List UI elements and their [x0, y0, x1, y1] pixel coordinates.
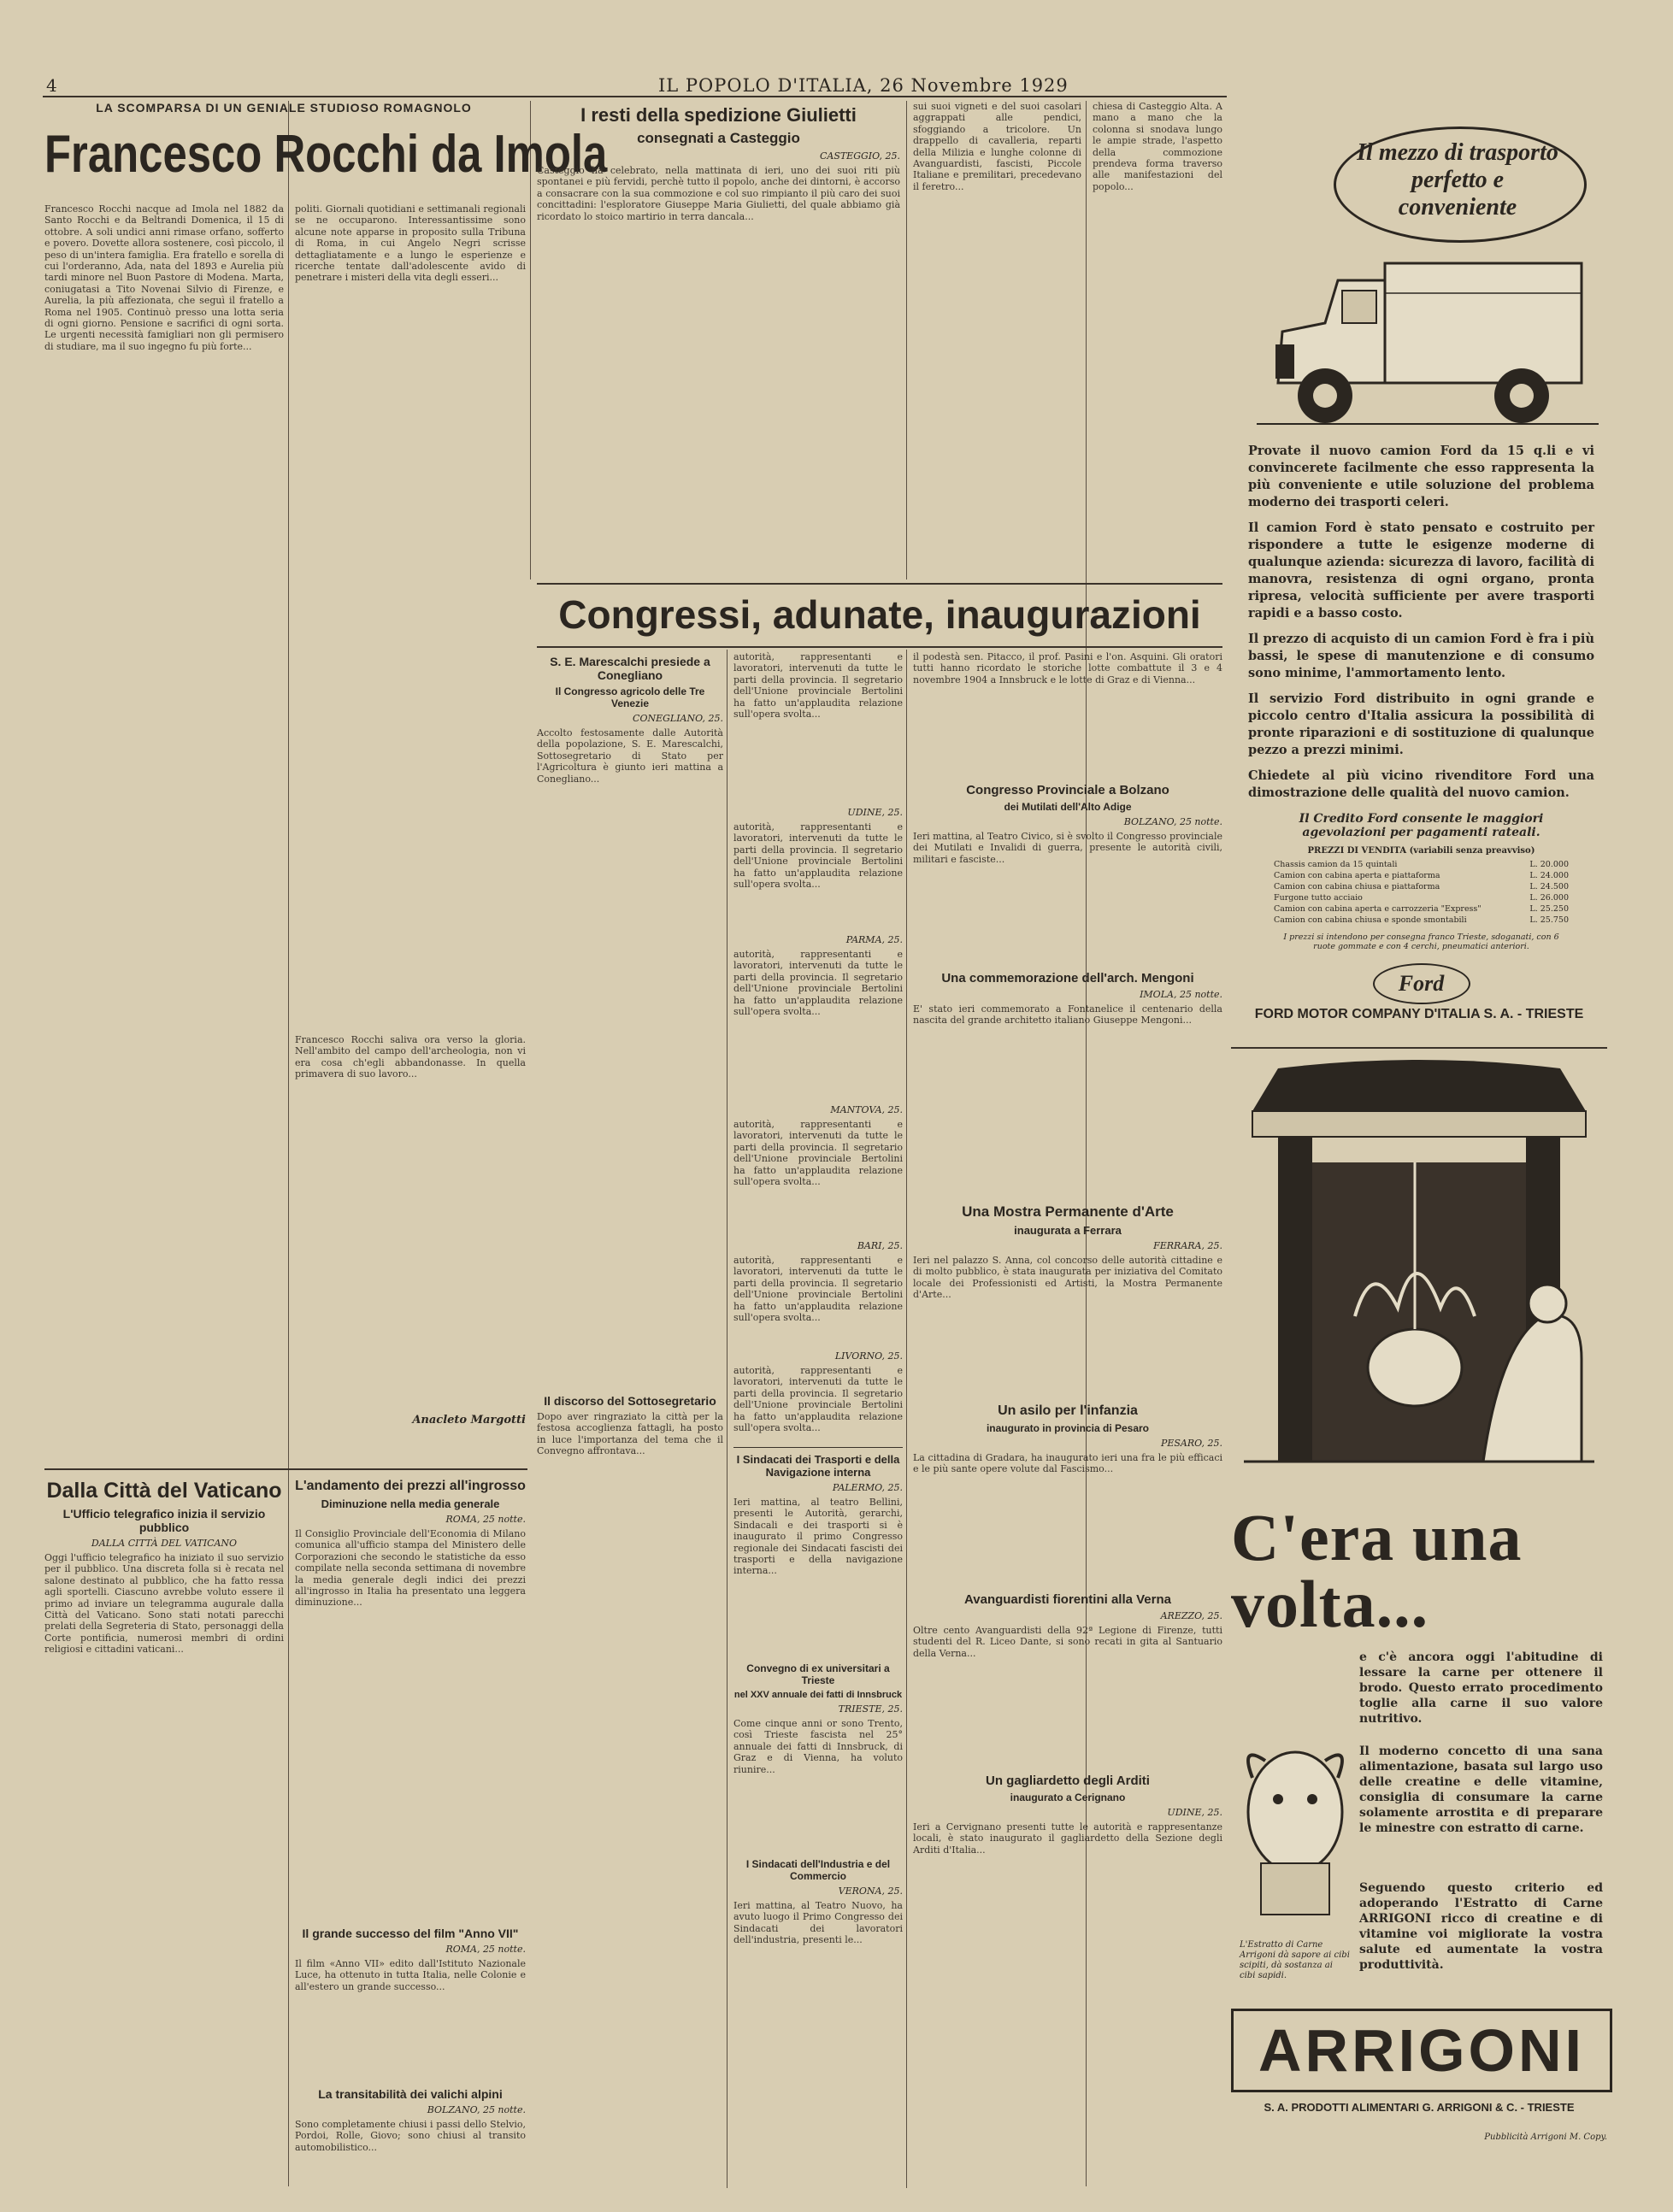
section-divider: [44, 1468, 527, 1470]
ford-truck-illustration: [1257, 229, 1599, 434]
asilo-dateline: PESARO, 25.: [1160, 1438, 1222, 1449]
ford-logo: [1373, 963, 1470, 1004]
arrigoni-paragraph-2: Il moderno concetto di una sana alimentazione, basata sul largo uso delle creatine e delle vitamine, consiglia di consumare la carne solamente arrostita e di preparare le minestre con estratto di carne.: [1359, 1744, 1603, 1835]
giulietti-title: I resti della spedizione Giulietti: [580, 104, 857, 126]
asilo-title: Un asilo per l'infanzia: [998, 1403, 1138, 1418]
vaticano-title: Dalla Città del Vaticano: [46, 1479, 282, 1503]
bull-illustration: [1240, 1727, 1351, 1932]
conegliano-subtitle: Il Congresso agricolo delle Tre Venezie: [555, 685, 705, 709]
giulietti-subtitle: consegnati a Casteggio: [637, 130, 800, 146]
price-item: Camion con cabina chiusa e piattaforma: [1274, 882, 1440, 891]
congressi-banner-wrap: [537, 586, 1222, 646]
ford-headline-line3: conveniente: [1398, 194, 1517, 221]
price-row: [1274, 892, 1569, 903]
price-value: L. 26.000: [1529, 893, 1569, 903]
udine-dateline: UDINE, 25.: [847, 807, 903, 818]
valichi-article: [295, 2084, 529, 2186]
trieste-dateline: TRIESTE, 25.: [838, 1703, 903, 1715]
asilo-body: La cittadina di Gradara, ha inaugurato ieri una fra le più efficaci e le più sante opere volute dal Fascismo...: [913, 1452, 1226, 1475]
ford-credit-note: Il Credito Ford consente le maggiori agevolazioni per pagamenti rateali.: [1299, 812, 1544, 839]
parma-dateline: PARMA, 25.: [845, 934, 903, 945]
hearth-illustration: [1244, 1060, 1594, 1504]
asilo-subtitle: inaugurato in provincia di Pesaro: [986, 1422, 1150, 1434]
ford-headline-line2: perfetto e: [1411, 167, 1505, 193]
price-row: [1274, 915, 1569, 926]
ford-paragraph-4: Il servizio Ford distribuito in ogni grande e piccolo centro d'Italia assicura la possibilità di pronte riparazioni e di sostituzione di qualunque pezzo a prezzi minimi.: [1248, 691, 1594, 757]
ford-advertisement: [1231, 101, 1607, 1032]
industria-title: I Sindacati dell'Industria e del Commercio: [745, 1858, 891, 1882]
section-divider: [1231, 1047, 1607, 1049]
vaticano-article: [44, 1475, 287, 2185]
right-text-column: [913, 651, 1226, 2186]
film-body: Il film «Anno VII» edito dall'Istituto Nazionale Luce, ha ottenuto in tutta Italia, nelle Colonie e all'estero un grande successo...: [295, 1958, 529, 1992]
parma-body: autorità, rappresentanti e lavoratori, intervenuti da tutte le parti della provincia. Il segretario dell'Unione provinciale Bertolini ha fatto un'applaudita relazione sull'opera svolta...: [733, 949, 906, 1018]
rocchi-headline-block: [44, 101, 608, 205]
arrigoni-headline: C'era una volta...: [1231, 1500, 1523, 1641]
prezzi-body: Il Consiglio Provinciale dell'Economia di Milano comunica all'ufficio stampa del Ministero delle Corporazioni che secondo le statistiche da esso compilate nella seconda settimana di novembre la media generale degli indici dei prezzi all'ingrosso in Italia ha presentato una leggera diminuzione...: [295, 1528, 529, 1609]
conegliano-article: [537, 651, 727, 2186]
ford-paragraph-3: Il prezzo di acquisto di un camion Ford è fra i più bassi, le spese di manutenzione e di consumo sono minime, l'ammortamento lento.: [1248, 632, 1594, 680]
congressi-colB: [733, 651, 906, 2186]
price-item: Chassis camion da 15 quintali: [1274, 860, 1398, 869]
arditi-dateline: UDINE, 25.: [1167, 1807, 1222, 1818]
price-value: L. 25.750: [1529, 915, 1569, 925]
price-row: [1274, 903, 1569, 915]
bolzano-body: Ieri mattina, al Teatro Civico, si è svolto il Congresso provinciale dei Mutilati e Invalidi di guerra, presente le autorità civili, militari e fasciste...: [913, 831, 1226, 865]
price-value: L. 25.250: [1529, 904, 1569, 914]
mostra-subtitle: inaugurata a Ferrara: [1014, 1224, 1122, 1237]
conegliano-dateline: CONEGLIANO, 25.: [633, 713, 723, 724]
rocchi-signature: Anacleto Margotti: [412, 1414, 526, 1427]
mostra-body: Ieri nel palazzo S. Anna, col concorso delle autorità cittadine e di molto pubblico, è stata inaugurata per iniziativa del Comitato locale dei Professionisti ed Artisti, la Mostra Permanente d'Arte...: [913, 1255, 1226, 1301]
arditi-body: Ieri a Cervignano presenti tutte le autorità e rappresentanze locali, è stato inaugurato il gagliardetto della Sezione degli Arditi d'Italia...: [913, 1821, 1226, 1856]
arrigoni-brand: ARRIGONI: [1231, 2009, 1612, 2092]
livorno-dateline: LIVORNO, 25.: [834, 1350, 903, 1362]
vaticano-subtitle: L'Ufficio telegrafico inizia il servizio pubblico: [62, 1507, 266, 1534]
price-value: L. 20.000: [1529, 860, 1569, 869]
arrigoni-advertisement: [1231, 1060, 1607, 2188]
avanguardisti-title: Avanguardisti fiorentini alla Verna: [963, 1592, 1171, 1607]
section-divider: [537, 646, 1222, 648]
film-dateline: ROMA, 25 notte.: [445, 1944, 526, 1955]
conegliano-title: S. E. Marescalchi presiede a Conegliano: [550, 655, 710, 682]
ford-logo-text: Ford: [1398, 971, 1445, 996]
mantova-body: autorità, rappresentanti e lavoratori, intervenuti da tutte le parti della provincia. Il segretario dell'Unione provinciale Bertolini ha fatto un'applaudita relazione sull'opera svolta...: [733, 1119, 906, 1188]
rocchi-body-col2b: Francesco Rocchi saliva ora verso la gloria. Nell'ambito del campo dell'archeologia, non vi era cosa ch'egli abbandonasse. In quella primavera di suo lavoro...: [295, 1034, 529, 1080]
innsbruck-body: il podestà sen. Pitacco, il prof. Pasini e l'on. Asquini. Gli oratori tutti hanno ricordato le storiche lotte combattute il 3 e 4 novembre 1904 a Innsbruck e le lotte di Graz e di Vienna...: [913, 651, 1226, 685]
masthead-line: IL POPOLO D'ITALIA, 26 Novembre 1929: [658, 75, 1069, 96]
arrigoni-caption: L'Estratto di Carne Arrigoni dà sapore ai cibi scipiti, dà sostanza ai cibi sapidi.: [1240, 1940, 1350, 1980]
mostra-title: Una Mostra Permanente d'Arte: [962, 1203, 1174, 1220]
page-number: 4: [46, 75, 57, 96]
bari-dateline: BARI, 25.: [857, 1240, 903, 1251]
trieste-title: Convegno di ex universitari a Trieste: [746, 1662, 890, 1686]
bolzano-title: Congresso Provinciale a Bolzano: [966, 783, 1169, 797]
ford-paragraph-1: Provate il nuovo camion Ford da 15 q.li e vi convincerete facilmente che esso rappresenta la più conveniente e utile soluzione del problema moderno dei trasporti celeri.: [1248, 444, 1594, 509]
trasporti-body: Ieri mattina, al teatro Bellini, presenti le Autorità, gerarchi, Sindacali e dei trasporti si è inaugurato il primo Congresso regionale dei Sindacati fascisti dei trasporti e della navigazione interna...: [733, 1497, 906, 1577]
discorso-title: Il discorso del Sottosegretario: [544, 1394, 716, 1408]
rocchi-title: Francesco Rocchi da Imola: [44, 125, 608, 184]
ford-price-heading: PREZZI DI VENDITA (variabili senza preavviso): [1307, 846, 1535, 856]
film-title: Il grande successo del film "Anno VII": [302, 1927, 519, 1940]
bolzano-subtitle: dei Mutilati dell'Alto Adige: [1004, 801, 1132, 813]
price-value: L. 24.000: [1529, 871, 1569, 880]
ford-headline: [1334, 139, 1582, 221]
column-rule: [727, 650, 728, 2188]
arrigoni-company: S. A. PRODOTTI ALIMENTARI G. ARRIGONI & C. - TRIESTE: [1264, 2101, 1575, 2114]
sindacati-body: autorità, rappresentanti e lavoratori, intervenuti da tutte le parti della provincia. Il segretario dell'Unione provinciale Bertolini ha fatto un'applaudita relazione sull'opera svolta...: [733, 651, 906, 721]
arrigoni-credit: Pubblicità Arrigoni M. Copy.: [1484, 2133, 1607, 2142]
arditi-title: Un gagliardetto degli Arditi: [986, 1774, 1150, 1788]
prezzi-subtitle: Diminuzione nella media generale: [321, 1497, 500, 1510]
arditi-subtitle: inaugurato a Cerignano: [1010, 1791, 1126, 1803]
film-article: [295, 1923, 529, 2077]
mostra-dateline: FERRARA, 25.: [1153, 1240, 1222, 1251]
giulietti-body1: Casteggio ha celebrato, nella mattinata di ieri, uno dei suoi riti più spontanei e più fervidi, perchè tutto il popolo, anche dei dintorni, è accorso a consacrare con la sua commozione e col suo rimpianto il più caro dei suoi concittadini: l'esploratore Giuseppe Maria Giulietti, del quale abbiamo già ricordato lo stoico martirio in terra dancala...: [537, 165, 904, 222]
livorno-body: autorità, rappresentanti e lavoratori, intervenuti da tutte le parti della provincia. Il segretario dell'Unione provinciale Bertolini ha fatto un'applaudita relazione sull'opera svolta...: [733, 1365, 906, 1434]
ford-paragraph-5: Chiedete al più vicino rivenditore Ford una dimostrazione delle qualità del nuovo camion.: [1248, 768, 1594, 800]
discorso-body: Dopo aver ringraziato la città per la festosa accoglienza fattagli, ha posto in luce l'importanza del tema che il Convegno affrontava...: [537, 1411, 727, 1457]
bolzano-dateline: BOLZANO, 25 notte.: [1123, 816, 1222, 827]
giulietti-body2: sui suoi vigneti e del suoi casolari aggrappati alle pendici, sfoggiando a tricolore. Un drappello di cavalleria, reparti della Milizia e lunghe colonne di Avanguardisti, fascisti, Piccole Italiane e premilitari, precedevano il feretro...: [913, 101, 1085, 192]
prezzi-title: L'andamento dei prezzi all'ingrosso: [295, 1479, 526, 1493]
ford-price-list: [1248, 859, 1594, 926]
industria-dateline: VERONA, 25.: [838, 1885, 903, 1897]
valichi-title: La transitabilità dei valichi alpini: [318, 2087, 503, 2101]
rocchi-body-col2-wrap: [295, 203, 529, 1460]
column-rule: [288, 101, 289, 2186]
valichi-dateline: BOLZANO, 25 notte.: [427, 2104, 526, 2115]
conegliano-body: Accolto festosamente dalle Autorità della popolazione, S. E. Marescalchi, Sottosegretario di Stato per l'Agricoltura è giunto ieri mattina a Conegliano...: [537, 727, 727, 785]
trasporti-title: I Sindacati dei Trasporti e della Navigazione interna: [736, 1453, 900, 1479]
section-divider: [537, 583, 1222, 585]
ford-paragraph-2: Il camion Ford è stato pensato e costruito per rispondere a tutte le esigenze moderne di qualunque azienda: sicurezza di lavoro, facilità di manovra, resistenza di ogni organo, pronta ripresa, velocità sufficiente per avere trasporti rapidi e a basso costo.: [1248, 521, 1594, 621]
section-divider: [733, 1447, 903, 1448]
giulietti-body3: chiesa di Casteggio Alta. A mano a mano che la colonna si snodava lungo le ampie strade, l'aspetto della commozione prendeva forma traverso alle manifestazioni del popolo...: [1093, 101, 1226, 192]
avanguardisti-body: Oltre cento Avanguardisti della 92ª Legione di Firenze, tutti studenti del R. Liceo Dante, si sono recati in gita al Santuario della Verna...: [913, 1625, 1226, 1659]
mengoni-dateline: IMOLA, 25 notte.: [1140, 989, 1222, 1000]
arrigoni-paragraph-1: e c'è ancora oggi l'abitudine di lessare la carne per ottenere il brodo. Questo errato procedimento toglie alla carne il suo valore nutritivo.: [1359, 1650, 1603, 1726]
prezzi-dateline: ROMA, 25 notte.: [445, 1514, 526, 1525]
valichi-body: Sono completamente chiusi i passi dello Stelvio, Pordoi, Rolle, Giovo; sono chiusi al transito automobilistico...: [295, 2119, 529, 2153]
rocchi-body-col1: Francesco Rocchi nacque ad Imola nel 1882 da Santo Rocchi e da Beltrandi Domenica, il 15 di ottobre. A soli undici anni rimase orfano, sofferto e povero. Dovette allora sostenere, così piccolo, il peso di un'intera famiglia. Era fratello e sorella di cui l'orderanno, Ada, nata del 1893 e Aurelia più tardi minore nel Buon Pastore di Modena. Marta, coniugatasi a Tito Novenai Silvio di Firenze, e Aurelia, la più affezionata, che seguì il fratello a Roma nel 1905. Continuò presso una lotta seria di ogni giorno. Pensione e sacrifici di ogni sorta. Le urgenti necessità famigliari non gli permisero di studiare, ma il suo ingegno fu più forte...: [44, 203, 287, 352]
price-item: Camion con cabina aperta e piattaforma: [1274, 871, 1440, 880]
bari-body: autorità, rappresentanti e lavoratori, intervenuti da tutte le parti della provincia. Il segretario dell'Unione provinciale Bertolini ha fatto un'applaudita relazione sull'opera svolta...: [733, 1255, 906, 1324]
price-row: [1274, 859, 1569, 870]
ford-price-note: I prezzi si intendono per consegna franco Trieste, sdoganati, con 6 ruote gommate e con 4 cerchi, pneumatici anteriori.: [1283, 932, 1559, 951]
industria-body: Ieri mattina, al Teatro Nuovo, ha avuto luogo il Primo Congresso dei Sindacati dei lavoratori dell'industria, presenti le...: [733, 1900, 906, 1946]
ford-company-line: FORD MOTOR COMPANY D'ITALIA S. A. - TRIESTE: [1254, 1007, 1584, 1021]
ford-headline-line1: Il mezzo di trasporto: [1357, 139, 1558, 166]
column-rule: [906, 101, 907, 579]
congressi-banner: Congressi, adunate, inaugurazioni: [558, 592, 1201, 637]
trasporti-dateline: PALERMO, 25.: [832, 1482, 903, 1493]
avanguardisti-dateline: AREZZO, 25.: [1160, 1610, 1222, 1621]
rocchi-kicker: LA SCOMPARSA DI UN GENIALE STUDIOSO ROMAGNOLO: [96, 101, 472, 115]
price-item: Furgone tutto acciaio: [1274, 893, 1363, 903]
udine-body: autorità, rappresentanti e lavoratori, intervenuti da tutte le parti della provincia. Il segretario dell'Unione provinciale Bertolini ha fatto un'applaudita relazione sull'opera svolta...: [733, 821, 906, 891]
trieste-subtitle: nel XXV annuale dei fatti di Innsbruck: [733, 1690, 903, 1700]
prezzi-article: [295, 1475, 529, 1920]
price-row: [1274, 881, 1569, 892]
mengoni-body: E' stato ieri commemorato a Fontanelice il centenario della nascita del grande architetto italiano Giuseppe Mengoni...: [913, 1003, 1226, 1027]
mantova-dateline: MANTOVA, 25.: [830, 1104, 903, 1115]
column-rule: [906, 650, 907, 2188]
vaticano-body: Oggi l'ufficio telegrafico ha iniziato il suo servizio per il pubblico. Una discreta folla si è recata nel salone destinato al pubblico, che ha fatto ressa agli sportelli. Ciascuno avrebbe voluto essere il primo ad inviare un telegramma augurale dalla Città del Vaticano. Sono stati notati parecchi prelati della Segreteria di Stato, personaggi della Corte pontificia, numerosi membri di ordini religiosi e cittadini vaticani...: [44, 1552, 287, 1656]
vaticano-dateline: DALLA CITTÀ DEL VATICANO: [91, 1538, 238, 1549]
price-value: L. 24.500: [1529, 882, 1569, 891]
rocchi-body-col2: politi. Giornali quotidiani e settimanali regionali se ne occuparono. Interessantissime sono alcune note apparse in proposito sulla Tribuna di Roma, in cui Angelo Negri scrisse dettagliatamente e a lungo le esperienze e ricerche tentate dall'adolescente avido di penetrare i misteri della vita degli esseri...: [295, 203, 529, 284]
arrigoni-paragraph-3: Seguendo questo criterio ed adoperando l'Estratto di Carne ARRIGONI ricco di creatine e di vitamine voi migliorate la vostra salute ed aumentate la vostra produttività.: [1359, 1881, 1603, 1972]
trieste-body: Come cinque anni or sono Trento, così Trieste fascista nel 25° annuale dei fatti di Innsbruck, di Graz e di Vienna, ha voluto riunire...: [733, 1718, 906, 1775]
price-row: [1274, 870, 1569, 881]
price-item: Camion con cabina chiusa e sponde smontabili: [1274, 915, 1467, 925]
mengoni-title: Una commemorazione dell'arch. Mengoni: [941, 971, 1194, 985]
giulietti-dateline: CASTEGGIO, 25.: [819, 150, 900, 162]
price-item: Camion con cabina aperta e carrozzeria "Express": [1274, 904, 1482, 914]
ford-copy: [1248, 443, 1594, 1004]
giulietti-article: [537, 101, 904, 579]
page-header: [43, 75, 1227, 97]
